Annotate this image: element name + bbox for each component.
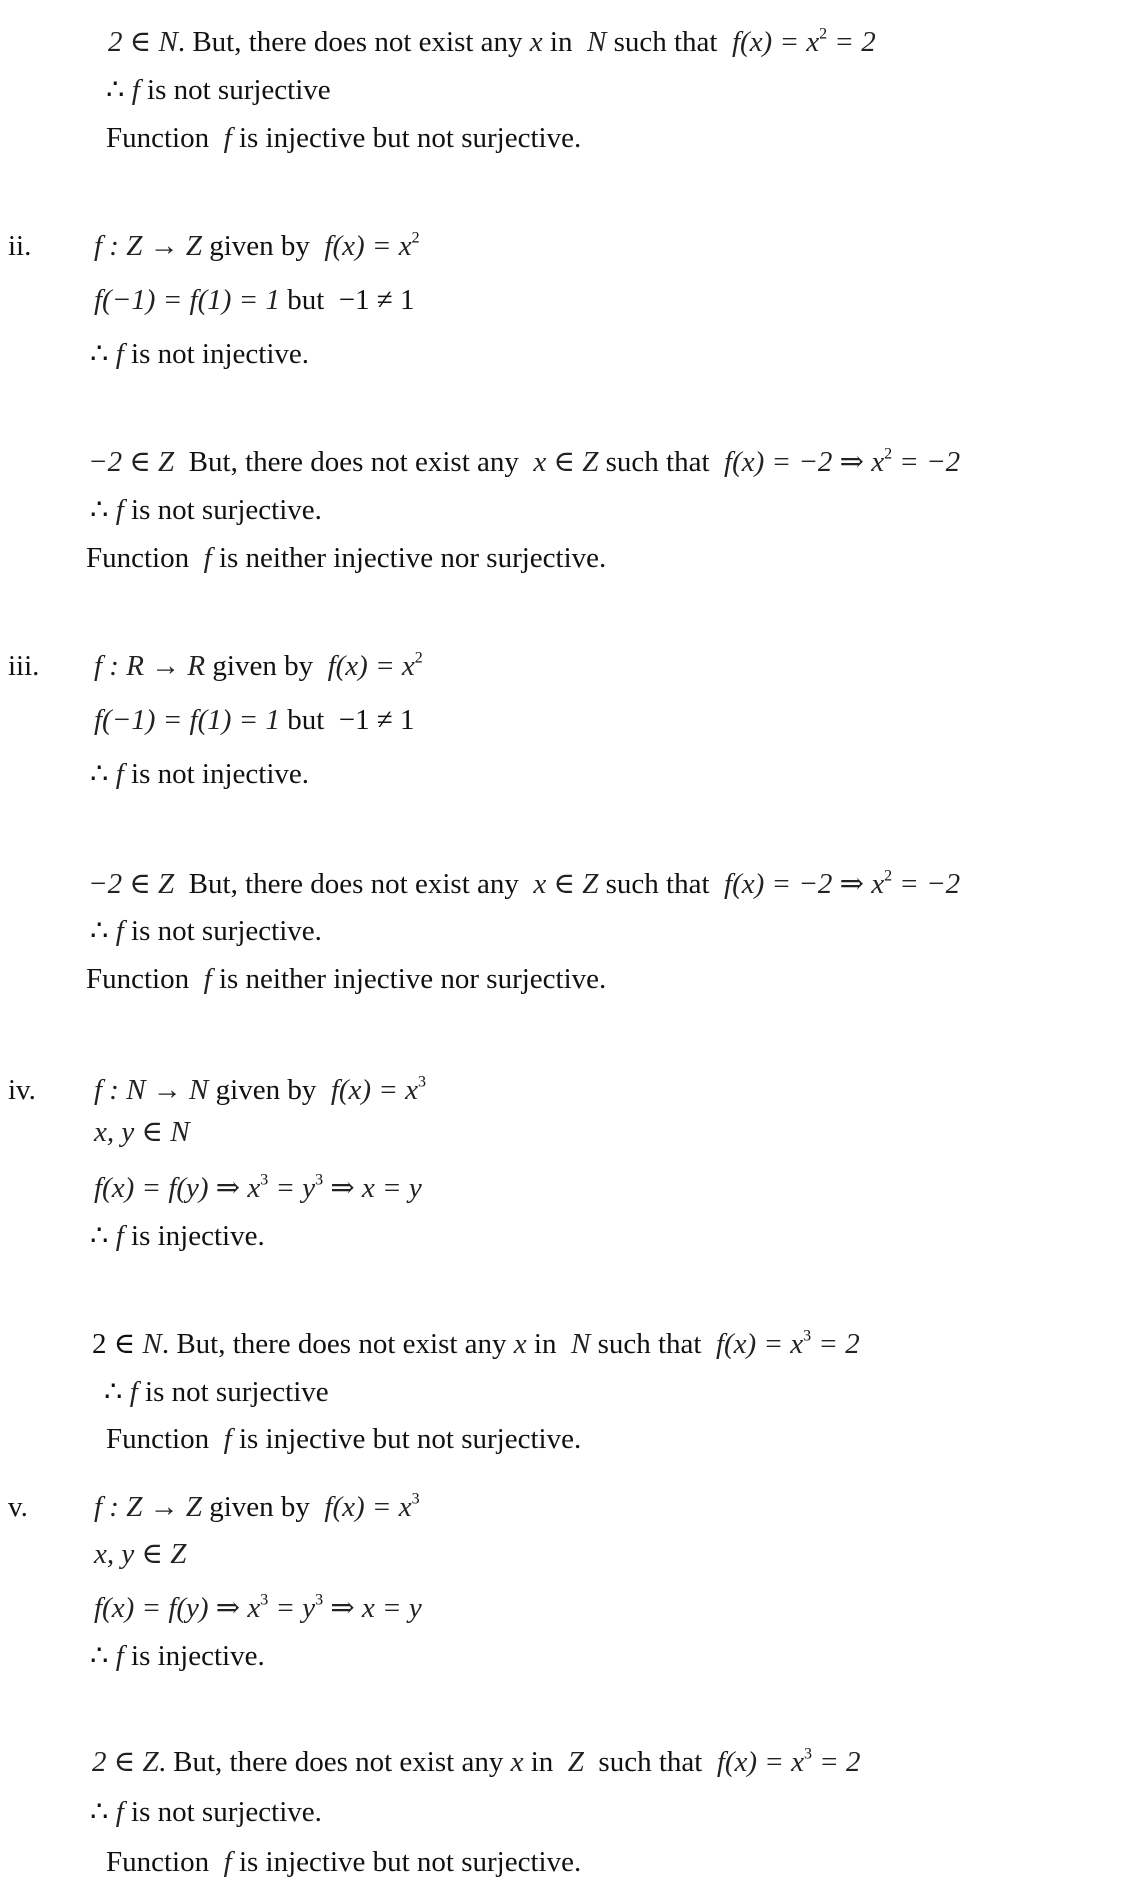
text-segment: such that xyxy=(590,1328,716,1360)
exponent: 2 xyxy=(884,867,893,885)
math-expression: f xyxy=(115,1640,124,1672)
text-line xyxy=(86,540,606,576)
math-expression: f xyxy=(203,542,212,574)
text-segment: in xyxy=(542,26,587,58)
text-segment: is injective but not surjective. xyxy=(231,122,582,154)
math-expression: ⇒ x = y xyxy=(323,1172,422,1204)
item-number: iv. xyxy=(8,1074,36,1106)
text-line xyxy=(94,1170,422,1206)
exponent: 3 xyxy=(803,1327,812,1345)
math-expression: x xyxy=(513,1328,527,1360)
text-segment: ∴ xyxy=(90,1796,116,1828)
text-line xyxy=(94,1489,420,1525)
text-segment: such that xyxy=(598,868,725,900)
text-line xyxy=(90,913,322,949)
text-line xyxy=(108,24,876,60)
math-expression: f xyxy=(115,494,124,526)
text-line xyxy=(106,1844,581,1880)
text-line xyxy=(94,1590,422,1626)
math-expression: x, y ∈ N xyxy=(94,1116,190,1148)
math-expression: f xyxy=(223,122,232,154)
math-expression: f xyxy=(223,1846,232,1878)
math-expression: f xyxy=(129,1376,138,1408)
text-segment: ∴ xyxy=(90,915,116,947)
math-expression: f(x) = f(y) ⇒ x xyxy=(94,1172,261,1204)
text-line xyxy=(90,756,309,792)
text-segment: is not surjective. xyxy=(123,494,322,526)
math-expression: (x) = x xyxy=(740,26,820,58)
text-segment: is not surjective. xyxy=(123,1796,322,1828)
math-expression: x ∈ Z xyxy=(533,868,599,900)
text-segment: is injective but not surjective. xyxy=(231,1846,582,1878)
exponent: 3 xyxy=(411,1490,420,1508)
math-expression: N xyxy=(570,1328,591,1360)
text-segment: ∴ xyxy=(90,1220,116,1252)
exponent: 3 xyxy=(804,1745,812,1763)
math-expression: f(−1) = f(1) = 1 xyxy=(94,284,280,316)
text-line xyxy=(90,336,309,372)
math-expression: f(x) = −2 ⇒ x xyxy=(724,868,885,900)
exponent: 3 xyxy=(260,1171,269,1189)
text-line xyxy=(106,72,331,108)
math-expression: = −2 xyxy=(892,868,961,900)
text-segment: 2 ∈ xyxy=(92,1328,143,1360)
text-segment: is not surjective xyxy=(139,74,331,106)
text-line xyxy=(94,282,415,318)
text-segment: But, there does not exist any xyxy=(174,868,534,900)
text-segment: ∴ xyxy=(90,1640,116,1672)
math-expression: f : R → R xyxy=(94,650,206,682)
math-expression: = y xyxy=(268,1172,316,1204)
text-line xyxy=(94,1114,190,1150)
text-segment: is injective but not surjective. xyxy=(231,1423,582,1455)
text-line xyxy=(94,1536,186,1572)
text-segment: is injective. xyxy=(123,1220,265,1252)
text-segment: . But, there does not exist any xyxy=(158,1746,511,1778)
math-expression: N xyxy=(586,26,607,58)
math-expression: f(x) = x xyxy=(324,230,412,262)
math-expression: x, y ∈ Z xyxy=(94,1538,187,1570)
text-line xyxy=(94,228,420,264)
math-expression: f xyxy=(131,74,140,106)
text-segment: is not injective. xyxy=(123,758,310,790)
text-segment: Function xyxy=(106,1846,224,1878)
text-line xyxy=(94,702,415,738)
exponent: 2 xyxy=(884,445,893,463)
math-expression: f : Z → Z xyxy=(94,230,202,262)
text-segment: given by xyxy=(208,1074,331,1106)
text-line xyxy=(106,120,581,156)
math-expression: N xyxy=(158,26,178,58)
text-segment: in xyxy=(526,1328,571,1360)
text-line xyxy=(94,1072,426,1108)
math-expression: = y xyxy=(268,1592,316,1624)
text-line xyxy=(90,1794,322,1830)
math-expression: f(x) = f(y) ⇒ x xyxy=(94,1592,261,1624)
text-line xyxy=(88,444,960,480)
math-expression: ⇒ x = y xyxy=(323,1592,422,1624)
text-segment: Function xyxy=(106,122,224,154)
math-expression: = 2 xyxy=(827,26,876,58)
text-segment: such that xyxy=(583,1746,717,1778)
text-segment: in xyxy=(523,1746,568,1778)
math-expression: f xyxy=(115,1796,124,1828)
text-segment: is not injective. xyxy=(123,338,310,370)
math-expression: = 2 xyxy=(811,1328,860,1360)
exponent: 3 xyxy=(315,1171,324,1189)
text-segment: but −1 ≠ 1 xyxy=(279,284,415,316)
math-expression: f(x) = −2 ⇒ x xyxy=(724,446,885,478)
math-expression: x xyxy=(529,26,543,58)
exponent: 2 xyxy=(411,229,420,247)
text-segment: . But, there does not exist any xyxy=(161,1328,514,1360)
math-expression: = 2 xyxy=(811,1746,861,1778)
math-expression: f : Z → Z xyxy=(94,1491,202,1523)
math-expression: f xyxy=(223,1423,232,1455)
text-segment: Function xyxy=(86,542,204,574)
text-line xyxy=(90,1638,265,1674)
text-segment: Function xyxy=(86,963,204,995)
text-segment: is injective. xyxy=(123,1640,265,1672)
math-expression: −2 ∈ Z xyxy=(88,446,175,478)
text-line xyxy=(104,1374,329,1410)
text-segment: ∴ xyxy=(90,758,116,790)
math-expression: f xyxy=(115,915,124,947)
exponent: 3 xyxy=(418,1073,426,1091)
text-segment: is not surjective xyxy=(137,1376,329,1408)
math-expression: f xyxy=(115,1220,124,1252)
item-number: v. xyxy=(8,1491,28,1523)
text-line xyxy=(88,866,960,902)
exponent: 2 xyxy=(414,649,423,667)
text-line xyxy=(106,1421,581,1457)
text-line xyxy=(86,961,606,997)
math-expression: 2 ∈ Z xyxy=(92,1746,159,1778)
exponent: 2 xyxy=(819,25,828,43)
math-expression: f(x) = x xyxy=(715,1328,804,1360)
math-expression: f xyxy=(731,26,741,58)
item-number: ii. xyxy=(8,230,32,262)
item-number: iii. xyxy=(8,650,40,682)
text-segment: But, there does not exist any xyxy=(174,446,534,478)
math-expression: f(x) = x xyxy=(330,1074,419,1106)
math-expression: f(x) = x xyxy=(716,1746,804,1778)
text-segment: such that xyxy=(606,26,732,58)
text-segment: is not surjective. xyxy=(123,915,322,947)
text-segment: given by xyxy=(201,230,325,262)
exponent: 3 xyxy=(315,1591,324,1609)
text-segment: given by xyxy=(205,650,328,682)
math-expression: f xyxy=(115,758,124,790)
text-segment: ∴ xyxy=(104,1376,130,1408)
text-line xyxy=(92,1326,860,1362)
text-line xyxy=(90,1218,265,1254)
text-segment: is neither injective nor surjective. xyxy=(211,542,607,574)
math-expression: f : N → N xyxy=(94,1074,209,1106)
math-expression: f xyxy=(203,963,212,995)
text-segment: ∴ xyxy=(90,338,116,370)
math-expression: N xyxy=(142,1328,162,1360)
text-segment: but −1 ≠ 1 xyxy=(279,704,415,736)
text-segment: such that xyxy=(598,446,725,478)
text-line xyxy=(90,492,322,528)
math-expression: f(x) = x xyxy=(324,1491,412,1523)
math-expression: Z xyxy=(567,1746,584,1778)
exponent: 3 xyxy=(260,1591,269,1609)
math-expression: f(x) = x xyxy=(327,650,415,682)
math-expression: f xyxy=(115,338,124,370)
math-expression: 2 ∈ xyxy=(108,26,159,58)
text-segment: Function xyxy=(106,1423,224,1455)
math-expression: x ∈ Z xyxy=(533,446,599,478)
text-segment: . But, there does not exist any xyxy=(177,26,530,58)
text-segment: ∴ xyxy=(90,494,116,526)
math-expression: x xyxy=(510,1746,524,1778)
math-expression: = −2 xyxy=(892,446,961,478)
text-line xyxy=(94,648,423,684)
text-segment: given by xyxy=(201,1491,325,1523)
math-expression: f(−1) = f(1) = 1 xyxy=(94,704,280,736)
text-segment: ∴ xyxy=(106,74,132,106)
math-expression: −2 ∈ Z xyxy=(88,868,175,900)
text-segment: is neither injective nor surjective. xyxy=(211,963,607,995)
text-line xyxy=(92,1744,861,1780)
